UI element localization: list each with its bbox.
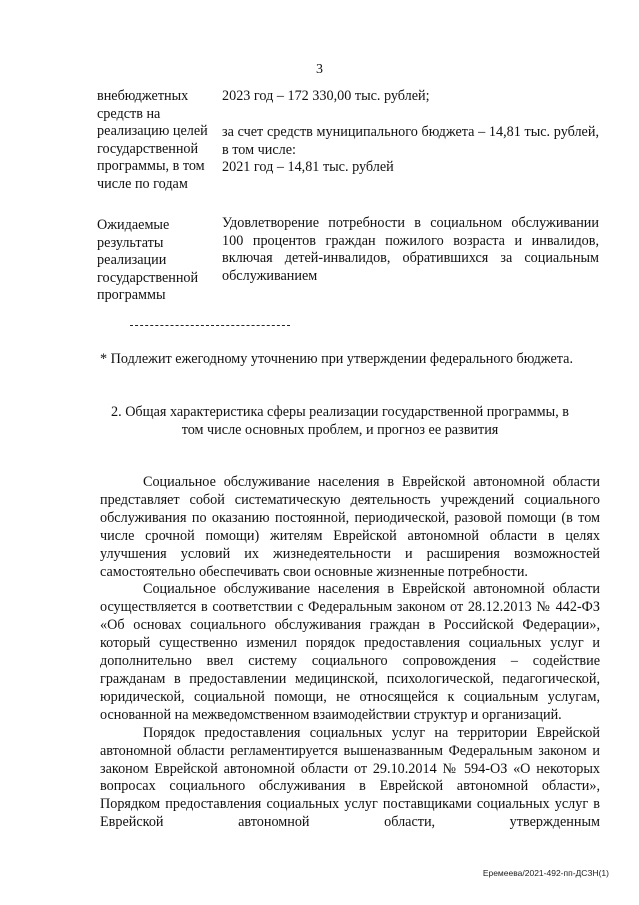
footnote-divider xyxy=(130,325,290,326)
paragraph: Порядок предоставления социальных услуг на территории Еврейской автономной области регламентируется вышеназванным Федеральным законом и законом Еврейской автономной области от 29.10.2014 № 594-ОЗ «О некоторых вопросах социального обслуживания в Еврейской автономной области», Порядком предоставления социальных услуг поставщиками социальных услуг в Еврейской автономной области, утвержденным xyxy=(100,724,600,831)
section-title: 2. Общая характеристика сферы реализации государственной программы, в том числе основных проблем, и прогноз ее развития xyxy=(111,404,569,438)
financing-value-2023: 2023 год – 172 330,00 тыс. рублей; xyxy=(222,88,430,104)
financing-value-municipal: за счет средств муниципального бюджета – 14,81 тыс. рублей, в том числе: xyxy=(222,124,599,158)
results-value: Удовлетворение потребности в социальном обслуживании 100 процентов граждан пожилого возраста и инвалидов, включая детей-инвалидов, обратившихся за социальным обслуживанием xyxy=(222,215,599,284)
document-stamp: Еремеева/2021-492-пп-ДСЗН(1) xyxy=(482,868,609,878)
section-body xyxy=(100,474,600,832)
footnote: * Подлежит ежегодному уточнению при утверждении федерального бюджета. xyxy=(100,351,573,367)
results-label: Ожидаемые результаты реализации государственной программы xyxy=(97,217,199,304)
financing-label: внебюджетных средств на реализацию целей государственной программы, в том числе по годам xyxy=(97,88,208,192)
paragraph: Социальное обслуживание населения в Еврейской автономной области представляет собой систематическую деятельность учреждений социального обслуживания по оказанию постоянной, периодической, разовой помощи (в том числе срочной помощи) жителям Еврейской автономной области в целях улучшения условий их жизнедеятельности и расширения возможностей самостоятельно обеспечивать свои основные жизненные потребности. xyxy=(100,474,600,580)
financing-value-2021: 2021 год – 14,81 тыс. рублей xyxy=(222,159,394,175)
page-number: 3 xyxy=(316,62,323,77)
paragraph: Социальное обслуживание населения в Еврейской автономной области осуществляется в соответствии с Федеральным законом от 28.12.2013 № 442-ФЗ «Об основах социального обслуживания граждан в Российской Федерации», который существенно изменил порядок предоставления социальных услуг и дополнительно ввел систему социального сопровождения – содействие гражданам в предоставлении медицинской, психологической, педагогической, юридической, социальной помощи, не относящейся к социальным услугам, основанной на межведомственном взаимодействии структур и организаций. xyxy=(100,581,600,723)
